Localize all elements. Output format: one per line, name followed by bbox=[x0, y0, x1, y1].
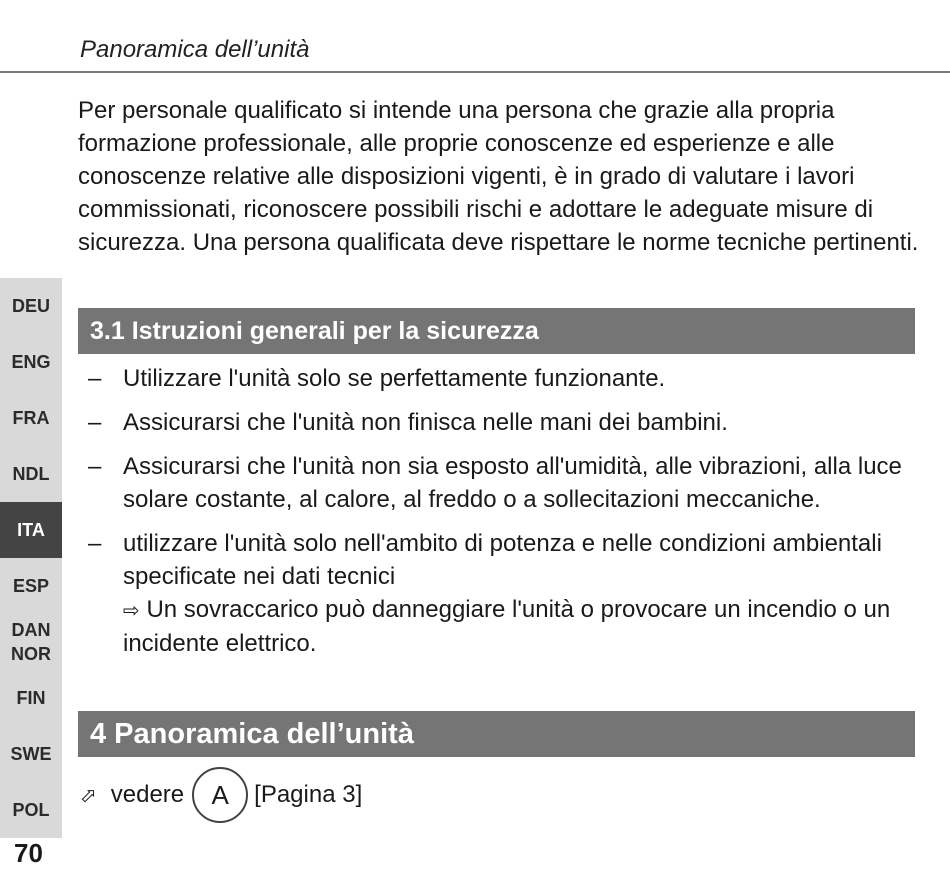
lang-tab-ita[interactable]: ITA bbox=[0, 502, 62, 558]
page-reference[interactable]: [Pagina 3] bbox=[254, 781, 363, 808]
lang-tab-swe[interactable]: SWE bbox=[10, 744, 52, 764]
list-item bbox=[88, 406, 918, 439]
page-number: 70 bbox=[14, 838, 43, 868]
lang-tab-eng[interactable]: ENG bbox=[11, 352, 51, 372]
warning-note bbox=[123, 593, 918, 660]
bullet-text: Assicurarsi che l'unità non sia esposto all'umidità, alle vibrazioni, alla luce solare costante, al calore, al freddo o a sollecitazioni meccaniche. bbox=[123, 453, 902, 513]
section-heading-4: 4 Panoramica dell’unità bbox=[78, 711, 915, 757]
figure-circle-label: A bbox=[192, 767, 248, 823]
lang-tab-esp[interactable]: ESP bbox=[12, 576, 50, 596]
bullet-text: Assicurarsi che l'unità non finisca nelle mani dei bambini. bbox=[123, 409, 728, 436]
bullet-dash: – bbox=[88, 365, 102, 392]
bullet-text-block bbox=[123, 527, 918, 660]
bullet-dash: – bbox=[88, 530, 102, 557]
language-sidebar bbox=[0, 278, 62, 838]
lang-tab-ndl[interactable]: NDL bbox=[12, 464, 50, 484]
lang-tab-fin[interactable]: FIN bbox=[16, 688, 46, 708]
running-header: Panoramica dell’unità bbox=[80, 36, 310, 63]
intro-paragraph: Per personale qualificato si intende una persona che grazie alla propria formazione professionale, alle proprie conoscenze ed esperienze e alle conoscenze relative alle disposizioni vigenti, è in grado di valutare i lavori commissionati, riconoscere possibili rischi e adottare le adeguate misure di sicurezza. Una persona qualificata deve rispettare le norme tecniche pertinenti. bbox=[78, 97, 919, 256]
reference-prefix: vedere bbox=[110, 781, 185, 808]
bullet-text: Utilizzare l'unità solo se perfettamente funzionante. bbox=[123, 365, 666, 392]
list-item bbox=[88, 362, 918, 395]
lang-tab-deu[interactable]: DEU bbox=[11, 296, 50, 316]
bullet-dash: – bbox=[88, 409, 102, 436]
right-arrow-icon: ⇨ bbox=[123, 598, 140, 622]
arrow-up-right-icon: ⬀ bbox=[80, 783, 97, 807]
lang-tab-fra[interactable]: FRA bbox=[12, 408, 50, 428]
lang-tab-pol[interactable]: POL bbox=[12, 800, 50, 820]
bullet-text: utilizzare l'unità solo nell'ambito di potenza e nelle condizioni ambientali specificate nei dati tecnici bbox=[123, 530, 882, 590]
header-rule bbox=[0, 71, 950, 73]
safety-instructions-list bbox=[88, 362, 918, 671]
list-item bbox=[88, 527, 918, 660]
section-heading-3-1: 3.1 Istruzioni generali per la sicurezza bbox=[78, 308, 915, 354]
bullet-dash: – bbox=[88, 453, 102, 480]
list-item bbox=[88, 450, 918, 516]
figure-reference[interactable] bbox=[80, 767, 362, 823]
lang-tab-dan-nor[interactable]: DAN NOR bbox=[11, 620, 51, 664]
warning-note-text: Un sovraccarico può danneggiare l'unità o provocare un incendio o un incidente elettrico. bbox=[123, 596, 891, 657]
